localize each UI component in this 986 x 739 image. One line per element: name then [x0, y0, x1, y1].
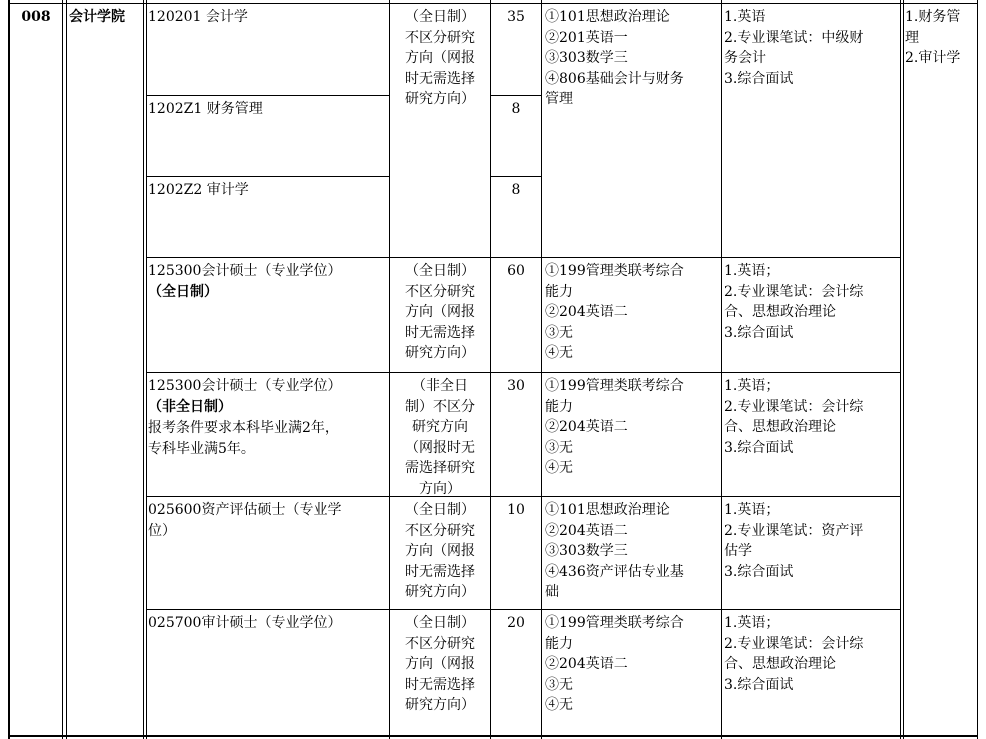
- college-name: 会计学院: [69, 9, 125, 25]
- row-rule: [146, 496, 901, 497]
- study-mode-label: （非全日制）: [148, 399, 232, 415]
- exam-subjects: ①199管理类联考综合 能力 ②204英语二 ③无 ④无: [545, 615, 684, 713]
- enrollment-mode: （全日制） 不区分研究 方向（网报 时无需选择 研究方向）: [405, 263, 475, 361]
- column-rule: [62, 0, 63, 739]
- retest-content: 1.英语； 2.专业课笔试：会计综 合、思想政治理论 3.综合面试: [724, 615, 864, 693]
- row-rule: [146, 257, 901, 258]
- bottom-rule: [8, 735, 978, 737]
- quota-value: 30: [507, 378, 525, 394]
- exam-subjects: ①199管理类联考综合 能力 ②204英语二 ③无 ④无: [545, 378, 684, 476]
- row-rule: [490, 95, 542, 96]
- exam-subjects: ①101思想政治理论 ②204英语二 ③303数学三 ④436资产评估专业基 础: [545, 502, 684, 600]
- college-code: 008: [21, 9, 51, 25]
- column-rule: [146, 0, 147, 739]
- major-name: 125300会计硕士（专业学位）: [148, 378, 342, 394]
- column-rule: [143, 0, 144, 739]
- equal-score-majors: 1.财务管 理 2.审计学: [905, 9, 961, 66]
- major-name: 125300会计硕士（专业学位）: [148, 263, 342, 279]
- major-name: 025700审计硕士（专业学位）: [148, 615, 342, 631]
- column-rule: [66, 0, 67, 739]
- quota-value: 20: [507, 615, 525, 631]
- row-rule: [490, 176, 542, 177]
- column-rule: [903, 0, 904, 739]
- column-rule: [541, 0, 542, 739]
- row-rule: [146, 609, 901, 610]
- enrollment-mode: （全日制） 不区分研究 方向（网报 时无需选择 研究方向）: [405, 615, 475, 713]
- row-rule: [146, 372, 901, 373]
- major-name: 1202Z1 财务管理: [148, 101, 263, 117]
- eligibility-note: 报考条件要求本科毕业满2年， 专科毕业满5年。: [148, 420, 339, 457]
- quota-value: 8: [511, 101, 521, 117]
- quota-value: 35: [507, 9, 525, 25]
- retest-content: 1.英语； 2.专业课笔试：会计综 合、思想政治理论 3.综合面试: [724, 378, 864, 456]
- row-rule: [146, 95, 390, 96]
- column-rule: [721, 0, 722, 739]
- quota-value: 60: [507, 263, 525, 279]
- retest-content: 1.英语 2.专业课笔试：中级财 务会计 3.综合面试: [724, 9, 864, 87]
- top-rule: [8, 3, 978, 4]
- table-border-left: [8, 0, 10, 739]
- column-rule: [900, 0, 901, 739]
- column-rule: [977, 0, 978, 739]
- quota-value: 10: [507, 502, 525, 518]
- enrollment-mode: （全日制） 不区分研究 方向（网报 时无需选择 研究方向）: [405, 502, 475, 600]
- study-mode-label: （全日制）: [148, 284, 218, 300]
- major-name: 1202Z2 审计学: [148, 182, 249, 198]
- major-name: 025600资产评估硕士（专业学 位）: [148, 502, 342, 539]
- exam-subjects: ①199管理类联考综合 能力 ②204英语二 ③无 ④无: [545, 263, 684, 361]
- enrollment-mode: （非全日 制）不区分 研究方向 （网报时无 需选择研究 方向）: [405, 378, 475, 497]
- row-rule: [146, 176, 390, 177]
- retest-content: 1.英语； 2.专业课笔试：会计综 合、思想政治理论 3.综合面试: [724, 263, 864, 341]
- major-name: 120201 会计学: [148, 9, 248, 25]
- exam-subjects: ①101思想政治理论 ②201英语一 ③303数学三 ④806基础会计与财务 管理: [545, 9, 684, 107]
- quota-value: 8: [511, 182, 521, 198]
- enrollment-mode: （全日制） 不区分研究 方向（网报 时无需选择 研究方向）: [405, 9, 475, 107]
- retest-content: 1.英语； 2.专业课笔试：资产评 估学 3.综合面试: [724, 502, 864, 580]
